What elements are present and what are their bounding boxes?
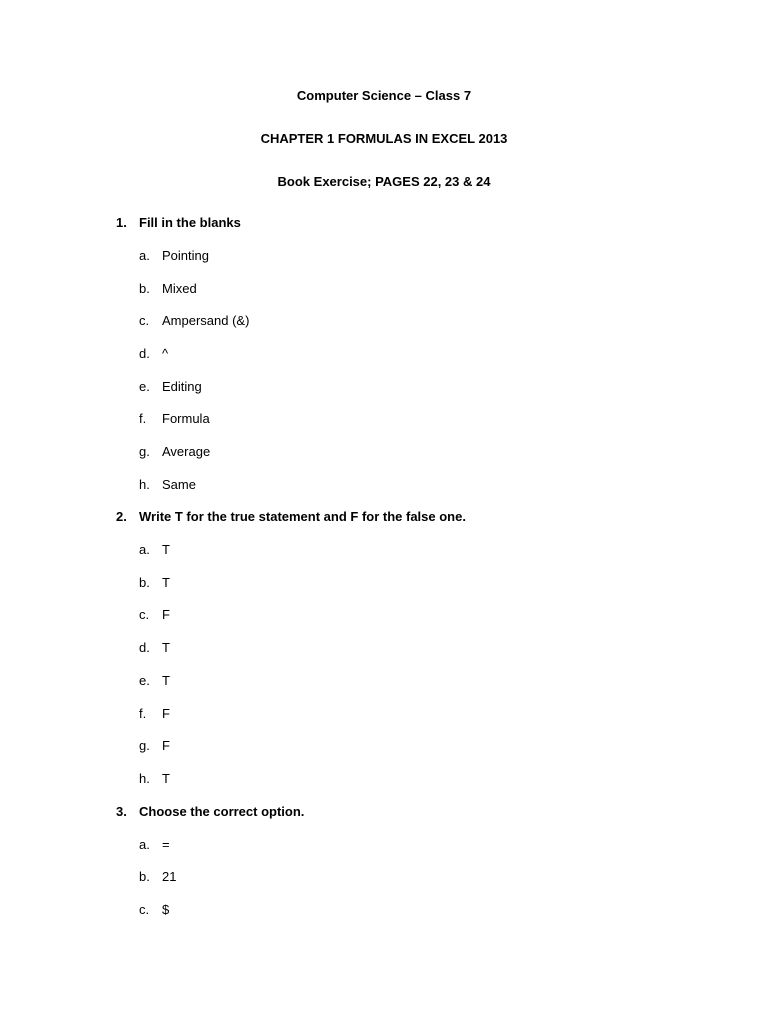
item-answer: T <box>162 542 170 557</box>
list-item <box>139 411 210 427</box>
item-letter: c. <box>139 313 150 328</box>
question-3-heading <box>116 804 304 820</box>
list-item <box>139 379 202 395</box>
list-item <box>139 444 210 460</box>
question-2-heading <box>116 509 466 525</box>
item-letter: g. <box>139 738 150 753</box>
item-answer: T <box>162 575 170 590</box>
chapter-title: CHAPTER 1 FORMULAS IN EXCEL 2013 <box>260 131 508 146</box>
list-item <box>139 738 170 754</box>
question-number: 1. <box>116 215 127 230</box>
item-answer: T <box>162 771 170 786</box>
list-item <box>139 542 170 558</box>
item-answer: Ampersand (&) <box>162 313 250 328</box>
list-item <box>139 313 249 329</box>
list-item <box>139 575 170 591</box>
list-item <box>139 346 168 362</box>
list-item <box>139 869 176 885</box>
item-letter: c. <box>139 902 150 917</box>
list-item <box>139 281 197 297</box>
item-letter: a. <box>139 837 150 852</box>
list-item <box>139 248 209 264</box>
item-answer: 21 <box>162 869 177 884</box>
list-item <box>139 706 170 722</box>
item-letter: e. <box>139 379 150 394</box>
item-letter: f. <box>139 411 147 426</box>
list-item <box>139 837 170 853</box>
item-answer: Editing <box>162 379 202 394</box>
item-letter: h. <box>139 477 150 492</box>
item-letter: g. <box>139 444 150 459</box>
list-item <box>139 673 170 689</box>
item-answer: F <box>162 607 170 622</box>
item-answer: ^ <box>162 346 169 361</box>
item-answer: T <box>162 673 170 688</box>
item-letter: h. <box>139 771 150 786</box>
question-number: 3. <box>116 804 127 819</box>
item-letter: b. <box>139 575 150 590</box>
item-answer: Mixed <box>162 281 197 296</box>
list-item <box>139 902 169 918</box>
item-answer: Same <box>162 477 196 492</box>
item-answer: = <box>162 837 170 852</box>
question-title: Write T for the true statement and F for the false one. <box>139 509 466 524</box>
item-letter: e. <box>139 673 150 688</box>
item-letter: a. <box>139 248 150 263</box>
item-answer: F <box>162 738 170 753</box>
question-number: 2. <box>116 509 127 524</box>
list-item <box>139 477 196 493</box>
list-item <box>139 771 170 787</box>
exercise-title: Book Exercise; PAGES 22, 23 & 24 <box>277 174 491 189</box>
item-answer: F <box>162 706 170 721</box>
item-answer: T <box>162 640 170 655</box>
item-letter: c. <box>139 607 150 622</box>
item-letter: d. <box>139 346 150 361</box>
item-answer: Average <box>162 444 211 459</box>
item-answer: Pointing <box>162 248 209 263</box>
document-subject-title: Computer Science – Class 7 <box>296 88 472 103</box>
question-title: Choose the correct option. <box>139 804 305 819</box>
item-letter: b. <box>139 869 150 884</box>
question-title: Fill in the blanks <box>139 215 241 230</box>
item-letter: a. <box>139 542 150 557</box>
item-letter: b. <box>139 281 150 296</box>
item-answer: $ <box>162 902 170 917</box>
question-1-heading <box>116 215 241 231</box>
item-letter: d. <box>139 640 150 655</box>
list-item <box>139 640 170 656</box>
item-letter: f. <box>139 706 147 721</box>
item-answer: Formula <box>162 411 210 426</box>
list-item <box>139 607 170 623</box>
